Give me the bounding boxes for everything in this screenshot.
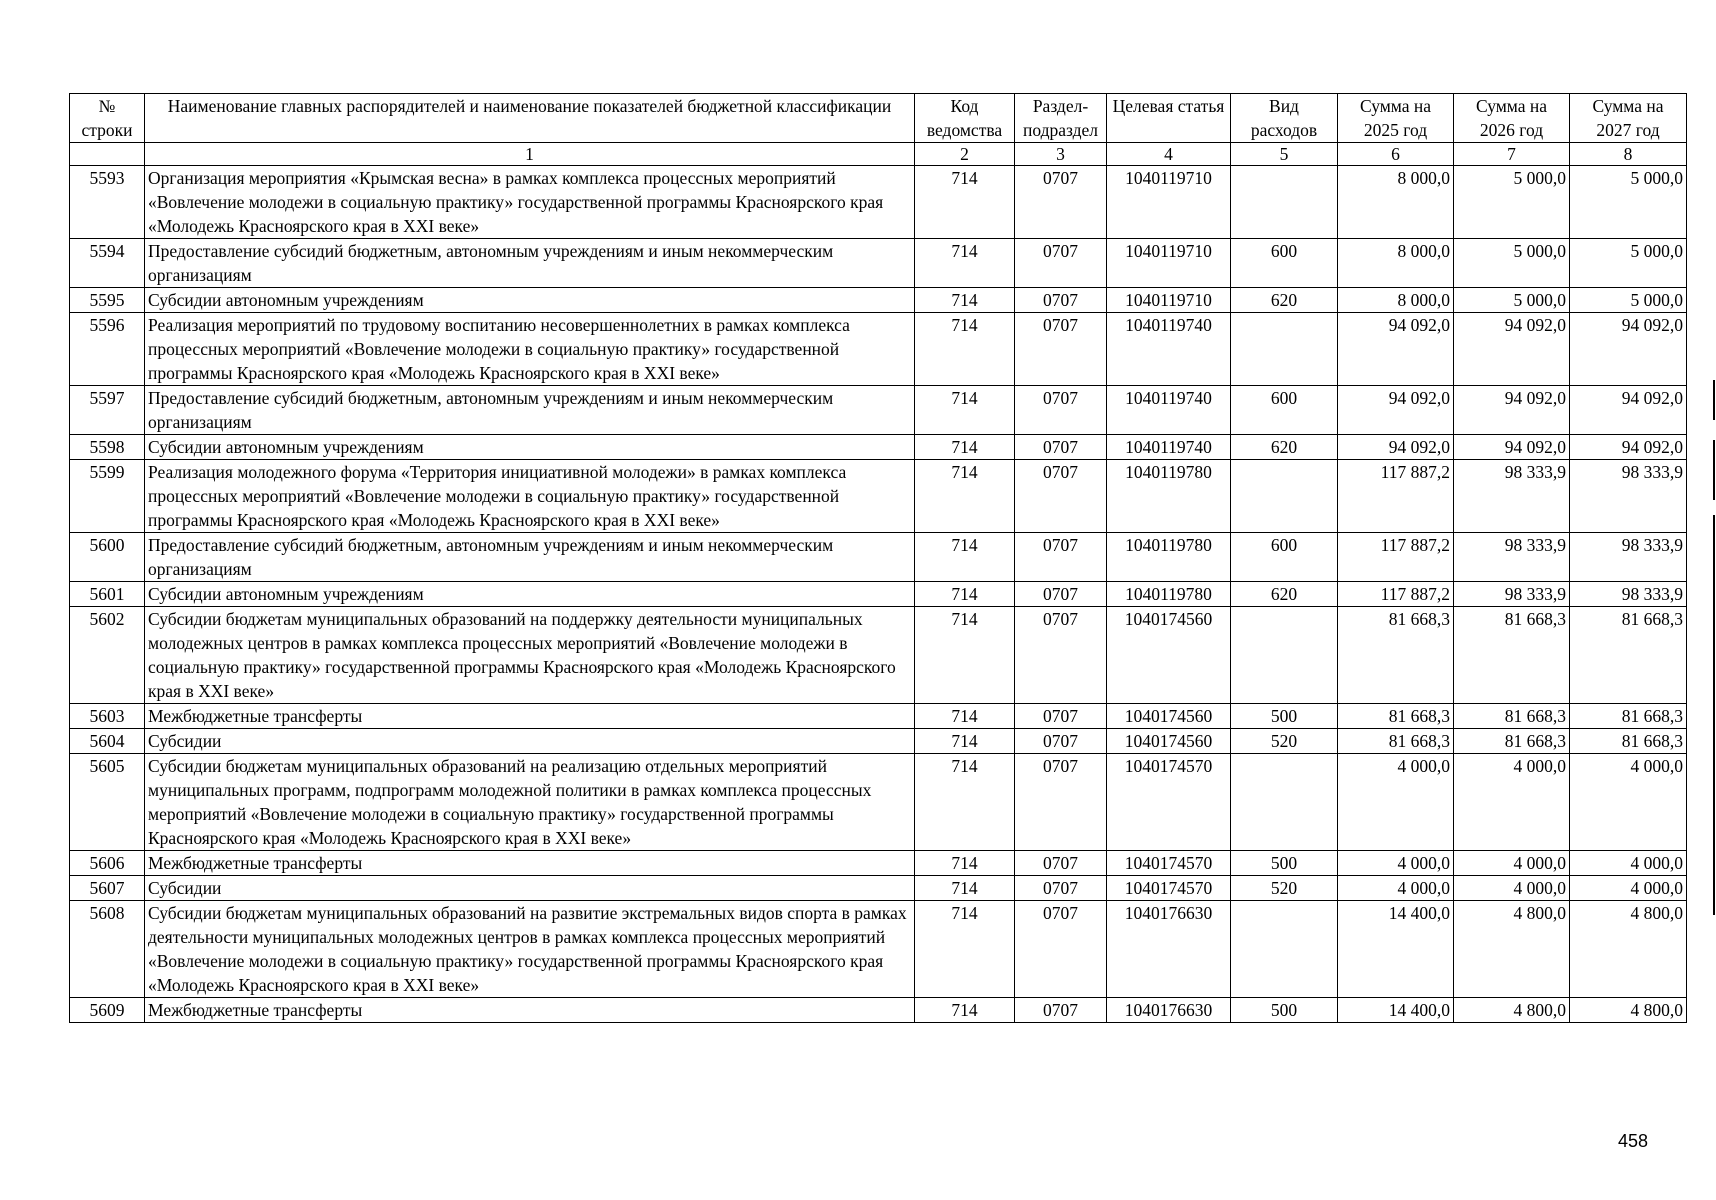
row-sum-2025: 81 668,3 xyxy=(1338,729,1454,754)
row-sum-2027: 81 668,3 xyxy=(1570,704,1687,729)
row-sum-2027: 94 092,0 xyxy=(1570,386,1687,435)
row-expense-type xyxy=(1231,166,1338,239)
row-expense-type xyxy=(1231,901,1338,998)
row-dept-code: 714 xyxy=(915,704,1015,729)
budget-table xyxy=(69,93,1687,1023)
column-number xyxy=(70,143,145,166)
row-sum-2026: 81 668,3 xyxy=(1454,729,1570,754)
row-target-article: 1040176630 xyxy=(1107,901,1231,998)
row-sum-2026: 98 333,9 xyxy=(1454,533,1570,582)
column-number-row xyxy=(70,143,1687,166)
column-number: 8 xyxy=(1570,143,1687,166)
row-name: Субсидии автономным учреждениям xyxy=(145,288,915,313)
row-sum-2027: 4 000,0 xyxy=(1570,876,1687,901)
row-sum-2025: 14 400,0 xyxy=(1338,998,1454,1023)
table-row xyxy=(70,998,1687,1023)
row-target-article: 1040174570 xyxy=(1107,876,1231,901)
row-dept-code: 714 xyxy=(915,435,1015,460)
row-dept-code: 714 xyxy=(915,386,1015,435)
row-dept-code: 714 xyxy=(915,582,1015,607)
row-section: 0707 xyxy=(1015,729,1107,754)
table-row xyxy=(70,851,1687,876)
table-body xyxy=(70,166,1687,1023)
scan-edge-mark xyxy=(1713,515,1715,915)
row-section: 0707 xyxy=(1015,704,1107,729)
row-name: Реализация молодежного форума «Территория инициативной молодежи» в рамках комплекса процессных мероприятий «Вовлечение молодежи в социальную практику» государственной программы Красноярского края «Молодежь Красноярского края в XXI веке» xyxy=(145,460,915,533)
column-number: 2 xyxy=(915,143,1015,166)
row-sum-2026: 4 000,0 xyxy=(1454,754,1570,851)
row-sum-2026: 5 000,0 xyxy=(1454,288,1570,313)
row-section: 0707 xyxy=(1015,533,1107,582)
row-sum-2025: 81 668,3 xyxy=(1338,607,1454,704)
header-section: Раздел-подраздел xyxy=(1015,94,1107,143)
column-number: 4 xyxy=(1107,143,1231,166)
row-sum-2026: 94 092,0 xyxy=(1454,386,1570,435)
table-row xyxy=(70,754,1687,851)
row-dept-code: 714 xyxy=(915,533,1015,582)
row-section: 0707 xyxy=(1015,288,1107,313)
table-row xyxy=(70,313,1687,386)
row-expense-type xyxy=(1231,607,1338,704)
row-sum-2027: 81 668,3 xyxy=(1570,729,1687,754)
row-sum-2025: 117 887,2 xyxy=(1338,460,1454,533)
row-number: 5601 xyxy=(70,582,145,607)
row-target-article: 1040119740 xyxy=(1107,313,1231,386)
row-sum-2026: 98 333,9 xyxy=(1454,582,1570,607)
row-sum-2027: 4 800,0 xyxy=(1570,901,1687,998)
row-expense-type: 500 xyxy=(1231,704,1338,729)
row-number: 5607 xyxy=(70,876,145,901)
row-dept-code: 714 xyxy=(915,239,1015,288)
row-sum-2026: 4 800,0 xyxy=(1454,998,1570,1023)
row-number: 5596 xyxy=(70,313,145,386)
column-number: 1 xyxy=(145,143,915,166)
table-row xyxy=(70,876,1687,901)
header-sum-2026: Сумма на 2026 год xyxy=(1454,94,1570,143)
row-expense-type xyxy=(1231,460,1338,533)
row-number: 5593 xyxy=(70,166,145,239)
row-section: 0707 xyxy=(1015,607,1107,704)
row-sum-2026: 5 000,0 xyxy=(1454,239,1570,288)
row-dept-code: 714 xyxy=(915,729,1015,754)
row-target-article: 1040174560 xyxy=(1107,729,1231,754)
row-sum-2026: 4 000,0 xyxy=(1454,851,1570,876)
row-target-article: 1040174560 xyxy=(1107,704,1231,729)
row-number: 5600 xyxy=(70,533,145,582)
row-expense-type: 600 xyxy=(1231,533,1338,582)
row-expense-type: 600 xyxy=(1231,386,1338,435)
row-target-article: 1040176630 xyxy=(1107,998,1231,1023)
row-section: 0707 xyxy=(1015,313,1107,386)
row-name: Предоставление субсидий бюджетным, автономным учреждениям и иным некоммерческим организациям xyxy=(145,386,915,435)
table-row xyxy=(70,582,1687,607)
row-name: Межбюджетные трансферты xyxy=(145,704,915,729)
row-name: Субсидии бюджетам муниципальных образований на развитие экстремальных видов спорта в рамках деятельности муниципальных молодежных центров в рамках комплекса процессных мероприятий «Вовлечение молодежи в социальную практику» государственной программы Красноярского края «Молодежь Красноярского края в XXI веке» xyxy=(145,901,915,998)
table-row xyxy=(70,729,1687,754)
row-expense-type: 600 xyxy=(1231,239,1338,288)
row-sum-2027: 5 000,0 xyxy=(1570,239,1687,288)
row-section: 0707 xyxy=(1015,435,1107,460)
row-sum-2025: 117 887,2 xyxy=(1338,533,1454,582)
row-name: Предоставление субсидий бюджетным, автономным учреждениям и иным некоммерческим организациям xyxy=(145,533,915,582)
table-row xyxy=(70,607,1687,704)
row-section: 0707 xyxy=(1015,460,1107,533)
row-section: 0707 xyxy=(1015,851,1107,876)
row-target-article: 1040119740 xyxy=(1107,386,1231,435)
row-sum-2027: 94 092,0 xyxy=(1570,435,1687,460)
header-sum-2025: Сумма на 2025 год xyxy=(1338,94,1454,143)
row-sum-2025: 81 668,3 xyxy=(1338,704,1454,729)
table-row xyxy=(70,166,1687,239)
row-number: 5609 xyxy=(70,998,145,1023)
row-sum-2027: 4 000,0 xyxy=(1570,754,1687,851)
row-name: Межбюджетные трансферты xyxy=(145,851,915,876)
row-sum-2025: 4 000,0 xyxy=(1338,754,1454,851)
table-row xyxy=(70,288,1687,313)
row-number: 5599 xyxy=(70,460,145,533)
row-sum-2025: 117 887,2 xyxy=(1338,582,1454,607)
row-section: 0707 xyxy=(1015,901,1107,998)
row-sum-2027: 5 000,0 xyxy=(1570,288,1687,313)
row-sum-2025: 8 000,0 xyxy=(1338,166,1454,239)
row-section: 0707 xyxy=(1015,876,1107,901)
table-row xyxy=(70,386,1687,435)
header-row xyxy=(70,94,1687,143)
row-sum-2027: 4 800,0 xyxy=(1570,998,1687,1023)
row-expense-type xyxy=(1231,313,1338,386)
row-section: 0707 xyxy=(1015,166,1107,239)
row-target-article: 1040174570 xyxy=(1107,851,1231,876)
row-sum-2026: 98 333,9 xyxy=(1454,460,1570,533)
column-number: 7 xyxy=(1454,143,1570,166)
row-name: Субсидии xyxy=(145,876,915,901)
row-expense-type: 500 xyxy=(1231,998,1338,1023)
row-sum-2027: 4 000,0 xyxy=(1570,851,1687,876)
row-name: Межбюджетные трансферты xyxy=(145,998,915,1023)
row-dept-code: 714 xyxy=(915,876,1015,901)
row-expense-type: 520 xyxy=(1231,729,1338,754)
row-dept-code: 714 xyxy=(915,607,1015,704)
table-row xyxy=(70,533,1687,582)
row-number: 5604 xyxy=(70,729,145,754)
row-number: 5603 xyxy=(70,704,145,729)
row-sum-2027: 5 000,0 xyxy=(1570,166,1687,239)
row-sum-2027: 94 092,0 xyxy=(1570,313,1687,386)
row-number: 5598 xyxy=(70,435,145,460)
row-section: 0707 xyxy=(1015,998,1107,1023)
row-name: Субсидии бюджетам муниципальных образований на реализацию отдельных мероприятий муниципальных программ, подпрограмм молодежной политики в рамках комплекса процессных мероприятий «Вовлечение молодежи в социальную практику» государственной программы Красноярского края «Молодежь Красноярского края в XXI веке» xyxy=(145,754,915,851)
row-expense-type: 500 xyxy=(1231,851,1338,876)
scan-edge-mark xyxy=(1713,380,1715,420)
row-sum-2026: 81 668,3 xyxy=(1454,607,1570,704)
header-row-number: № строки xyxy=(70,94,145,143)
table-row xyxy=(70,435,1687,460)
row-sum-2025: 94 092,0 xyxy=(1338,435,1454,460)
header-target-article: Целевая статья xyxy=(1107,94,1231,143)
row-sum-2025: 94 092,0 xyxy=(1338,386,1454,435)
row-sum-2026: 94 092,0 xyxy=(1454,313,1570,386)
row-sum-2026: 81 668,3 xyxy=(1454,704,1570,729)
row-sum-2027: 98 333,9 xyxy=(1570,533,1687,582)
row-number: 5605 xyxy=(70,754,145,851)
row-name: Организация мероприятия «Крымская весна» в рамках комплекса процессных мероприятий «Вовлечение молодежи в социальную практику» государственной программы Красноярского края «Молодежь Красноярского края в XXI веке» xyxy=(145,166,915,239)
row-section: 0707 xyxy=(1015,582,1107,607)
table-row xyxy=(70,239,1687,288)
header-dept-code: Код ведомства xyxy=(915,94,1015,143)
row-name: Субсидии автономным учреждениям xyxy=(145,582,915,607)
row-name: Субсидии автономным учреждениям xyxy=(145,435,915,460)
page-number: 458 xyxy=(1617,1131,1648,1151)
row-sum-2027: 98 333,9 xyxy=(1570,460,1687,533)
row-dept-code: 714 xyxy=(915,998,1015,1023)
row-number: 5595 xyxy=(70,288,145,313)
row-name: Предоставление субсидий бюджетным, автономным учреждениям и иным некоммерческим организациям xyxy=(145,239,915,288)
row-sum-2025: 4 000,0 xyxy=(1338,851,1454,876)
row-number: 5602 xyxy=(70,607,145,704)
row-dept-code: 714 xyxy=(915,313,1015,386)
row-expense-type: 620 xyxy=(1231,288,1338,313)
row-dept-code: 714 xyxy=(915,754,1015,851)
row-sum-2026: 94 092,0 xyxy=(1454,435,1570,460)
row-section: 0707 xyxy=(1015,239,1107,288)
row-sum-2025: 8 000,0 xyxy=(1338,239,1454,288)
row-dept-code: 714 xyxy=(915,460,1015,533)
row-target-article: 1040119710 xyxy=(1107,239,1231,288)
row-dept-code: 714 xyxy=(915,851,1015,876)
row-name: Реализация мероприятий по трудовому воспитанию несовершеннолетних в рамках комплекса процессных мероприятий «Вовлечение молодежи в социальную практику» государственной программы Красноярского края «Молодежь Красноярского края в XXI веке» xyxy=(145,313,915,386)
header-expense-type: Вид расходов xyxy=(1231,94,1338,143)
row-sum-2026: 5 000,0 xyxy=(1454,166,1570,239)
header-name: Наименование главных распорядителей и наименование показателей бюджетной классификации xyxy=(145,94,915,143)
row-sum-2026: 4 000,0 xyxy=(1454,876,1570,901)
row-target-article: 1040174560 xyxy=(1107,607,1231,704)
row-expense-type: 620 xyxy=(1231,582,1338,607)
row-target-article: 1040174570 xyxy=(1107,754,1231,851)
row-sum-2027: 81 668,3 xyxy=(1570,607,1687,704)
row-dept-code: 714 xyxy=(915,901,1015,998)
row-expense-type xyxy=(1231,754,1338,851)
scan-edge-mark xyxy=(1713,440,1715,500)
row-target-article: 1040119710 xyxy=(1107,288,1231,313)
row-sum-2025: 14 400,0 xyxy=(1338,901,1454,998)
row-name: Субсидии бюджетам муниципальных образований на поддержку деятельности муниципальных молодежных центров в рамках комплекса процессных мероприятий «Вовлечение молодежи в социальную практику» государственной программы Красноярского края «Молодежь Красноярского края в XXI веке» xyxy=(145,607,915,704)
table-row xyxy=(70,901,1687,998)
row-sum-2026: 4 800,0 xyxy=(1454,901,1570,998)
row-target-article: 1040119780 xyxy=(1107,533,1231,582)
row-target-article: 1040119710 xyxy=(1107,166,1231,239)
column-number: 5 xyxy=(1231,143,1338,166)
row-number: 5594 xyxy=(70,239,145,288)
table-row xyxy=(70,460,1687,533)
row-sum-2025: 94 092,0 xyxy=(1338,313,1454,386)
row-sum-2025: 8 000,0 xyxy=(1338,288,1454,313)
row-target-article: 1040119780 xyxy=(1107,582,1231,607)
row-dept-code: 714 xyxy=(915,288,1015,313)
row-number: 5608 xyxy=(70,901,145,998)
row-section: 0707 xyxy=(1015,386,1107,435)
table-row xyxy=(70,704,1687,729)
row-number: 5597 xyxy=(70,386,145,435)
row-sum-2027: 98 333,9 xyxy=(1570,582,1687,607)
row-section: 0707 xyxy=(1015,754,1107,851)
column-number: 3 xyxy=(1015,143,1107,166)
row-name: Субсидии xyxy=(145,729,915,754)
row-number: 5606 xyxy=(70,851,145,876)
header-sum-2027: Сумма на 2027 год xyxy=(1570,94,1687,143)
row-expense-type: 620 xyxy=(1231,435,1338,460)
row-sum-2025: 4 000,0 xyxy=(1338,876,1454,901)
row-target-article: 1040119780 xyxy=(1107,460,1231,533)
row-dept-code: 714 xyxy=(915,166,1015,239)
row-target-article: 1040119740 xyxy=(1107,435,1231,460)
row-expense-type: 520 xyxy=(1231,876,1338,901)
column-number: 6 xyxy=(1338,143,1454,166)
